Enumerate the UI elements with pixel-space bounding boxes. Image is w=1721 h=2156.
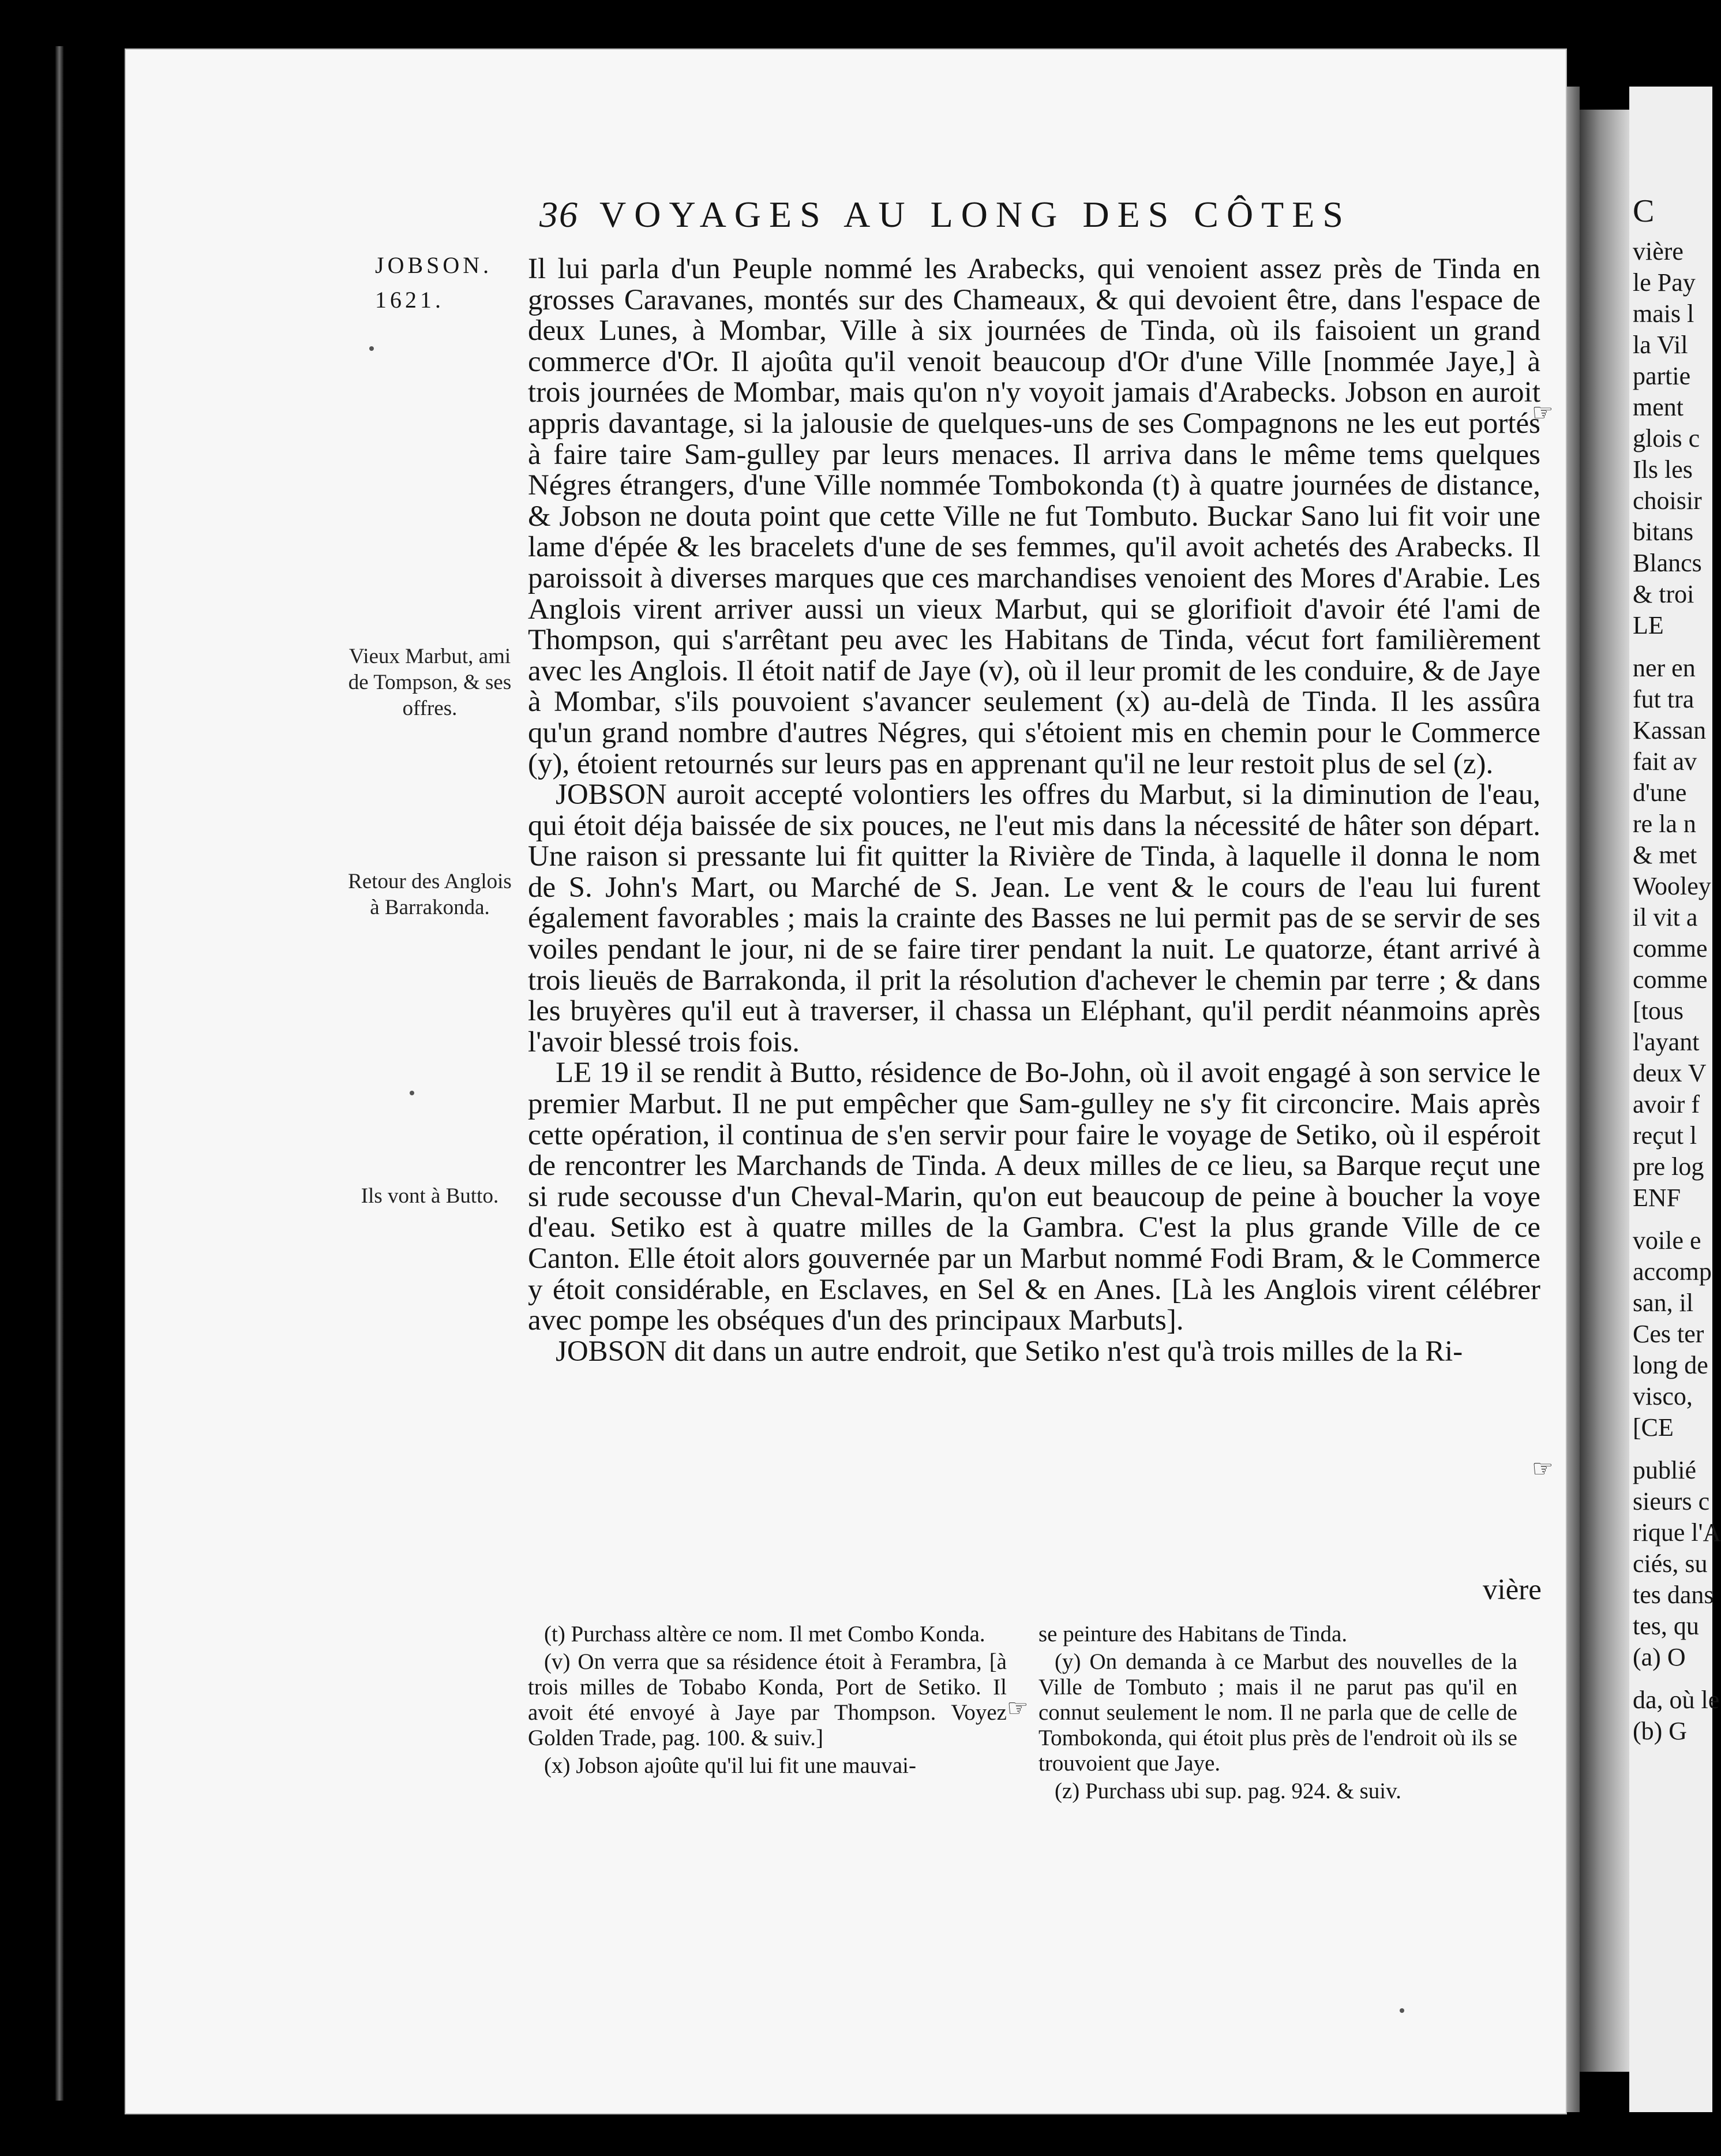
facing-page-line: il vit a: [1633, 903, 1698, 931]
side-note: Ils vont à Butto.: [361, 1184, 499, 1208]
side-note: Vieux Marbut, ami de Tompson, & ses offres.: [348, 645, 512, 720]
facing-page-line: ner en: [1633, 654, 1696, 682]
body-paragraph: JOBSON dit dans un autre endroit, que Setiko n'est qu'à trois milles de la Ri-: [556, 1335, 1463, 1368]
body-paragraph: Il lui parla d'un Peuple nommé les Arabecks, qui venoient assez près de Tinda en grosses Caravanes, montés sur des Chameaux, & qui devoient être, dans l'espace de deux Lunes, à Mombar, Ville à six journées de Tinda, où ils faisoient un grand commerce d'Or. Il ajoûta qu'il venoit beaucoup d'Or d'une Ville [nommée Jaye,] à trois journées de Mombar, mais qu'on n'y voyoit jamais d'Arabecks. Jobson en auroit appris davantage, si la jalousie de quelques-uns de ses Compagnons ne les eut portés à faire taire Sam-gulley par leurs menaces. Il arriva dans le même tems quelques Négres étrangers, d'une Ville nommée Tombokonda (t) à quatre journées de distance, & Jobson ne douta point que cette Ville ne fut Tombuto. Buckar Sano lui fit voir une lame d'épée & les bracelets d'une de ses femmes, qu'il avoit achetés des Arabecks. Il paroissoit à diverses marques que ces marchandises venoient des Mores d'Arabie. Les Anglois virent arriver aussi un vieux Marbut, qui se glorifioit d'avoir été l'ami de Thompson, qui s'arrêtant peu avec les Habitans de Tinda, vécut fort familièrement avec les Anglois. Il étoit natif de Jaye (v), où il leur promit de les conduire, & de Jaye à Mombar, s'ils pouvoient s'avancer seulement (x) au-delà de Tinda. Il les assûra qu'un grand nombre d'autres Négres, qui s'étoient mis en chemin pour le Commerce (y), étoient retournés sur leurs pas en apprenant qu'il ne leur restoit plus de sel (z).: [528, 253, 1540, 780]
facing-page-line: da, où le: [1633, 1686, 1720, 1714]
facing-page-line: (a) O: [1633, 1643, 1686, 1671]
margin-year: 1621.: [375, 287, 444, 313]
facing-page-line: tes dans: [1633, 1581, 1714, 1609]
footnotes-right: [1038, 1622, 1517, 1806]
facing-page-line: Ils les: [1633, 455, 1693, 484]
body-paragraph: LE 19 il se rendit à Butto, résidence de Bo-John, où il avoit engagé à son service le premier Marbut. Il ne put empêcher que Sam-gulley ne s'y fit circoncire. Mais après cette opération, il continua de s'en servir pour faire le voyage de Setiko, où il espéroit de rencontrer les Marchands de Tinda. A deux milles de ce lieu, sa Barque reçut une si rude secousse d'un Cheval-Marin, qu'on eut beaucoup de peine à boucher la voye d'eau. Setiko est à quatre milles de la Gambra. C'est la plus grande Ville de ce Canton. Elle étoit alors gouvernée par un Marbut nommé Fodi Bram, & le Commerce y étoit considérable, en Esclaves, en Sel & en Anes. [Là les Anglois virent célébrer avec pompe les obséques d'un des principaux Marbuts].: [528, 1057, 1540, 1337]
facing-page-line: [tous: [1633, 997, 1683, 1025]
facing-page-line: C: [1633, 193, 1655, 229]
footnote: (z) Purchass ubi sup. pag. 924. & suiv.: [1055, 1779, 1401, 1803]
facing-page-line: Blancs: [1633, 549, 1702, 577]
facing-page-line: accomp: [1633, 1257, 1712, 1286]
facing-page-line: bitans: [1633, 518, 1694, 546]
facing-page-line: le Pay: [1633, 268, 1696, 297]
margin-heading: [375, 248, 492, 317]
facing-page-line: & met: [1633, 841, 1697, 869]
footnote: (x) Jobson ajoûte qu'il lui fit une mauvai-: [544, 1753, 916, 1778]
facing-page-line: & troi: [1633, 580, 1694, 608]
facing-page-line: la Vil: [1633, 331, 1688, 359]
margin-author: JOBSON.: [375, 252, 493, 278]
pointing-hand-icon: ☞: [1532, 1456, 1554, 1483]
pointing-hand-icon: ☞: [1007, 1695, 1029, 1722]
facing-page-line: mais l: [1633, 300, 1694, 328]
running-title: VOYAGES AU LONG DES CÔTES: [599, 194, 1351, 235]
facing-page-line: l'ayant: [1633, 1028, 1700, 1056]
facing-page-fragment: [1629, 87, 1721, 2112]
footnote: (t) Purchass altère ce nom. Il met Combo Konda.: [544, 1622, 985, 1646]
main-text: [528, 254, 1540, 1367]
footnote: (y) On demanda à ce Marbut des nouvelles de la Ville de Tombuto ; mais il ne parut pas qu'il en connut seulement le nom. Il ne parla que de celle de Tombokonda, qui étoit plus près de l'endroit où ils se trouvoient que Jaye.: [1038, 1649, 1517, 1776]
facing-page-line: comme: [1633, 965, 1708, 994]
facing-page-line: ciés, su: [1633, 1549, 1708, 1578]
facing-page-line: LE: [1633, 611, 1664, 639]
facing-page-line: (b) G: [1633, 1717, 1688, 1745]
facing-page-line: san, il: [1633, 1289, 1694, 1317]
facing-page-line: ment: [1633, 393, 1683, 421]
facing-page-line: pre log: [1633, 1152, 1704, 1181]
running-header: [539, 193, 1351, 236]
facing-page-line: choisir: [1633, 486, 1702, 515]
facing-page-line: glois c: [1633, 424, 1700, 452]
facing-page-line: visco,: [1633, 1382, 1693, 1410]
catchword: vière: [1483, 1574, 1542, 1606]
facing-page-line: [CE: [1633, 1413, 1674, 1442]
facing-page-line: fait av: [1633, 747, 1697, 776]
facing-page-line: Ces ter: [1633, 1320, 1704, 1348]
footnote: (v) On verra que sa résidence étoit à Ferambra, [à trois milles de Tobabo Konda, Port de Setiko. Il avoit été envoyé à Jaye par Thompson. Voyez Golden Trade, pag. 100. & suiv.]: [528, 1649, 1007, 1750]
pointing-hand-icon: ☞: [1532, 400, 1554, 426]
facing-page-line: reçut l: [1633, 1121, 1697, 1150]
facing-page-line: Kassan: [1633, 716, 1707, 744]
ink-speck: [1400, 2008, 1404, 2013]
scan-edge-line: [55, 46, 63, 2101]
facing-page-line: d'une: [1633, 778, 1687, 807]
facing-page-line: rique l'A: [1633, 1518, 1721, 1547]
ink-speck: [410, 1091, 414, 1095]
facing-page-line: Wooley: [1633, 872, 1711, 900]
footnote: se peinture des Habitans de Tinda.: [1038, 1622, 1348, 1646]
facing-page-line: comme: [1633, 934, 1708, 963]
facing-page-line: fut tra: [1633, 685, 1694, 713]
book-spine: [1580, 110, 1629, 2072]
body-paragraph: JOBSON auroit accepté volontiers les offres du Marbut, si la diminution de l'eau, qui étoit déja baissée de six pouces, ne l'eut mis dans la nécessité de hâter son départ. Une raison si pressante lui fit quitter la Rivière de Tinda, à laquelle il donna le nom de S. John's Mart, ou Marché de S. Jean. Le vent & le cours de l'eau lui furent également favorables ; mais la crainte des Basses ne lui permit pas de se servir de ses voiles pendant le jour, ni de se faire tirer pendant la nuit. Le quatorze, étant arrivé à trois lieuës de Barrakonda, il prit la résolution d'achever le chemin par terre ; & dans les bruyères qu'il eut à traverser, il chassa un Eléphant, qu'il perdit néanmoins après l'avoir blessé trois fois.: [528, 778, 1540, 1058]
facing-page-line: re la n: [1633, 810, 1696, 838]
facing-page-line: avoir f: [1633, 1090, 1700, 1118]
facing-page-line: long de: [1633, 1351, 1708, 1379]
ink-speck: [369, 346, 374, 351]
side-note: Retour des Anglois à Barrakonda.: [348, 870, 512, 919]
footnotes-left: [528, 1622, 1007, 1781]
page-number: 36: [539, 194, 579, 235]
facing-page-line: publié: [1633, 1456, 1696, 1484]
facing-page-line: voile e: [1633, 1226, 1701, 1255]
page-gutter-shadow: [1567, 87, 1580, 2112]
facing-page-line: vière: [1633, 237, 1683, 265]
facing-page-line: partie: [1633, 362, 1691, 390]
facing-page-line: deux V: [1633, 1059, 1707, 1087]
facing-page-line: tes, qu: [1633, 1612, 1699, 1640]
facing-page-line: sieurs c: [1633, 1487, 1710, 1515]
facing-page-line: ENF: [1633, 1184, 1681, 1212]
